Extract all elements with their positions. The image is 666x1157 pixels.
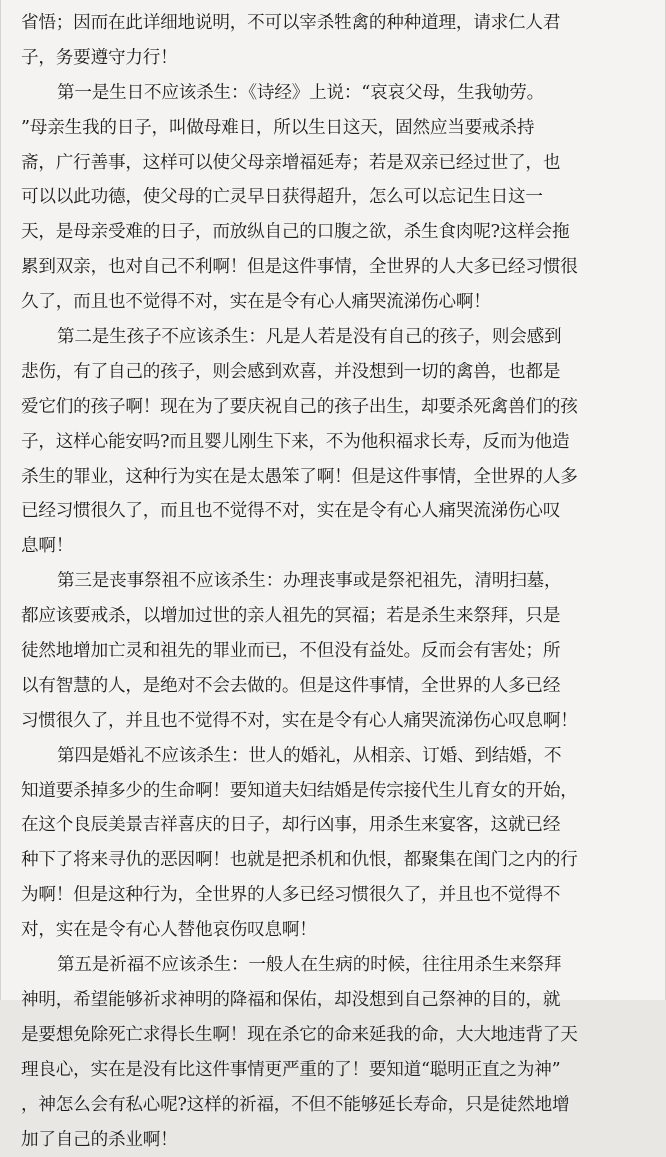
text-line: 已经习惯很久了，而且也不觉得不对，实在是令有心人痛哭流涕伤心叹 <box>21 494 647 529</box>
text-line: 斋，广行善事，这样可以使父母亲增福延寿；若是双亲已经过世了，也 <box>21 146 647 181</box>
text-line: 习惯很久了，并且也不觉得不对，实在是令有心人痛哭流涕伤心叹息啊！ <box>21 704 647 739</box>
text-line: 杀生的罪业，这种行为实在是太愚笨了啊！但是这件事情，全世界的人多 <box>21 460 647 495</box>
text-line: 都应该要戒杀，以增加过世的亲人祖先的冥福；若是杀生来祭拜，只是 <box>21 599 647 634</box>
text-line: 可以以此功德，使父母的亡灵早日获得超升，怎么可以忘记生日这一 <box>21 180 647 215</box>
paragraph-first-line: 第三是丧事祭祖不应该杀生：办理丧事或是祭祀祖先，清明扫墓， <box>21 564 647 599</box>
text-line: 久了，而且也不觉得不对，实在是令有心人痛哭流涕伤心啊！ <box>21 285 647 320</box>
paragraph-first-line: 第一是生日不应该杀生：《诗经》上说：“哀哀父母，生我劬劳。 <box>21 76 647 111</box>
text-line: 是要想免除死亡求得长生啊！现在杀它的命来延我的命，大大地违背了天 <box>21 1018 647 1053</box>
text-line: 累到双亲，也对自己不利啊！但是这件事情，全世界的人大多已经习惯很 <box>21 250 647 285</box>
text-line: 加了自己的杀业啊！ <box>21 1123 647 1157</box>
text-line: 子，这样心能安吗?而且婴儿刚生下来，不为他积福求长寿，反而为他造 <box>21 425 647 460</box>
text-line: 为啊！但是这种行为，全世界的人多已经习惯很久了，并且也不觉得不 <box>21 878 647 913</box>
text-line: 理良心，实在是没有比这件事情更严重的了！要知道“聪明正直之为神” <box>21 1053 647 1088</box>
text-line: 省悟；因而在此详细地说明，不可以宰杀牲禽的种种道理，请求仁人君 <box>21 6 647 41</box>
text-line: 息啊！ <box>21 529 647 564</box>
text-line: 子，务要遵守力行！ <box>21 41 647 76</box>
text-line: 知道要杀掉多少的生命啊！要知道夫妇结婚是传宗接代生儿育女的开始， <box>21 774 647 809</box>
text-line: 以有智慧的人，是绝对不会去做的。但是这件事情，全世界的人多已经 <box>21 669 647 704</box>
text-line: 徒然地增加亡灵和祖先的罪业而已，不但没有益处。反而会有害处；所 <box>21 634 647 669</box>
text-line: 种下了将来寻仇的恶因啊！也就是把杀机和仇恨，都聚集在闺门之内的行 <box>21 843 647 878</box>
text-line: 对，实在是令有心人替他哀伤叹息啊！ <box>21 913 647 948</box>
text-line: 天，是母亲受难的日子，而放纵自己的口腹之欲，杀生食肉呢?这样会拖 <box>21 215 647 250</box>
text-line: ，神怎么会有私心呢?这样的祈福，不但不能够延长寿命，只是徒然地增 <box>21 1088 647 1123</box>
text-line: ”母亲生我的日子，叫做母难日，所以生日这天，固然应当要戒杀持 <box>21 111 647 146</box>
text-line: 神明，希望能够祈求神明的降福和保佑，却没想到自己祭神的目的，就 <box>21 983 647 1018</box>
text-line: 爱它们的孩子啊！现在为了要庆祝自己的孩子出生，却要杀死禽兽们的孩 <box>21 390 647 425</box>
paragraph-first-line: 第二是生孩子不应该杀生：凡是人若是没有自己的孩子，则会感到 <box>21 320 647 355</box>
paragraph-first-line: 第四是婚礼不应该杀生：世人的婚礼，从相亲、订婚、到结婚，不 <box>21 739 647 774</box>
text-line: 在这个良辰美景吉祥喜庆的日子，却行凶事，用杀生来宴客，这就已经 <box>21 808 647 843</box>
text-line: 悲伤，有了自己的孩子，则会感到欢喜，并没想到一切的禽兽，也都是 <box>21 355 647 390</box>
paragraph-first-line: 第五是祈福不应该杀生：一般人在生病的时候，往往用杀生来祭拜 <box>21 948 647 983</box>
